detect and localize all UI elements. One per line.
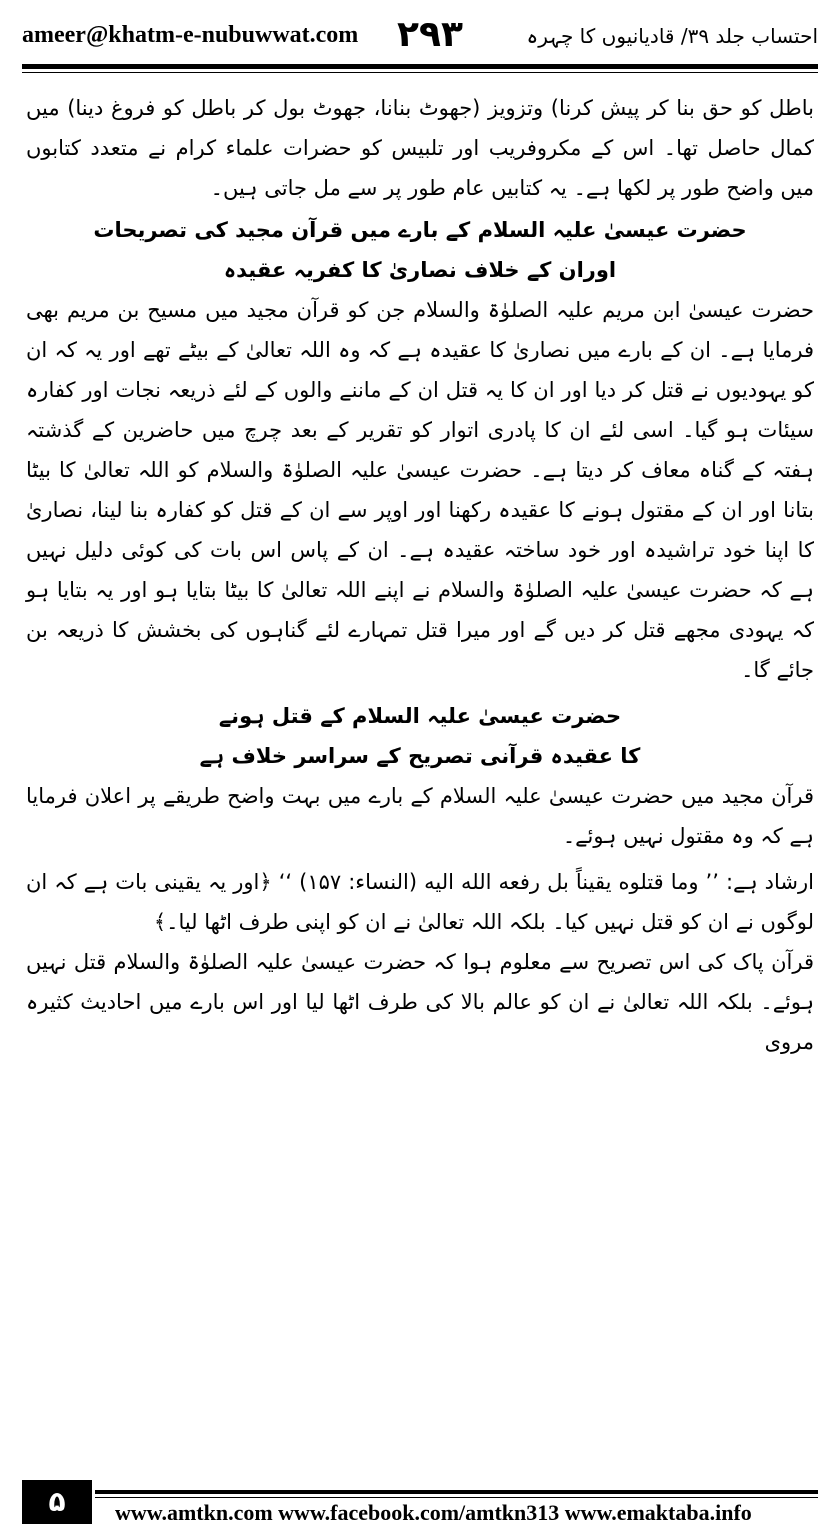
footer-divider [95, 1490, 818, 1494]
page-header [22, 14, 818, 58]
header-email[interactable]: ameer@khatm-e-nubuwwat.com [22, 22, 359, 48]
intro-paragraph: باطل کو حق بنا کر پیش کرنا) وتزویز (جھوٹ بنانا، جھوٹ بول کر باطل کو فروغ دینا) میں کمال حاصل تھا۔ اس کے مکروفریب اور تلبیس کو حضرات علماء کرام نے متعدد کتابوں میں واضح طور پر لکھا ہے۔ یہ کتابیں عام طور پر سے مل جاتی ہیں۔ [26, 96, 814, 200]
footer-divider-thin [95, 1497, 818, 1498]
footer-links[interactable]: www.amtkn.com www.facebook.com/amtkn313 www.emaktaba.info [115, 1500, 752, 1525]
header-book-title: احتساب جلد ۳۹/ قادیانیوں کا چہرہ [526, 24, 818, 48]
closing-paragraph: قرآن پاک کی اس تصریح سے معلوم ہوا کہ حضرت عیسیٰ علیہ الصلوٰۃ والسلام قتل نہیں ہوئے۔ بلکہ اللہ تعالیٰ نے ان کو عالم بالا کی طرف اٹھا لیا اور اس بارے میں احادیث کثیرہ مروی [26, 950, 814, 1054]
header-divider [22, 64, 818, 69]
header-page-number: ۲۹۳ [397, 14, 463, 55]
section-heading-2-line-2: کا عقیدہ قرآنی تصریح کے سراسر خلاف ہے [199, 744, 641, 768]
header-divider-thin [22, 72, 818, 73]
quran-paragraph: قرآن مجید میں حضرت عیسیٰ علیہ السلام کے بارے میں بہت واضح طریقے پر اعلان فرمایا ہے کہ وہ مقتول نہیں ہوئے۔ [26, 784, 814, 848]
section-heading-2-line-1: حضرت عیسیٰ علیہ السلام کے قتل ہونے [218, 704, 622, 728]
main-paragraph: حضرت عیسیٰ ابن مریم علیہ الصلوٰۃ والسلام جن کو قرآن مجید میں مسیح بن مریم بھی فرمایا ہے۔ ان کے بارے میں نصاریٰ کا عقیدہ ہے کہ وہ اللہ تعالیٰ کے بیٹے تھے اور یہ کہ ان کو یہودیوں نے قتل کر دیا اور ان کا یہ قتل ان کے ماننے والوں کے لئے ذریعہ نجات اور کفارہ سیئات ہو گیا۔ اسی لئے ان کا پادری اتوار کو تقریر کے بعد چرچ میں حاضرین کے گذشتہ ہفتہ کے گناہ معاف کر دیتا ہے۔ حضرت عیسیٰ علیہ الصلوٰۃ والسلام کو اللہ تعالیٰ کا بیٹا بتانا اور ان کے مقتول ہونے کا عقیدہ رکھنا اور اوپر سے ان کے قتل کو کفارہ بنا لینا، نصاریٰ کا اپنا خود تراشیدہ اور خود ساختہ عقیدہ ہے۔ ان کے پاس اس بات کی کوئی دلیل نہیں ہے کہ حضرت عیسیٰ علیہ الصلوٰۃ والسلام نے اپنے اللہ تعالیٰ کا بیٹا بتایا ہو اور یہ بتایا ہو کہ یہودی مجھے قتل کر دیں گے اور میرا قتل تمہارے لئے گناہوں کی بخشش کا ذریعہ بن جائے گا۔ [26, 298, 814, 682]
page-content [26, 88, 814, 1062]
footer-page-box: ۵ [22, 1480, 92, 1524]
section-heading-1-line-1: حضرت عیسیٰ علیہ السلام کے بارے میں قرآن مجید کی تصریحات [93, 218, 747, 242]
irshad-paragraph: ارشاد ہے: ’’ وما قتلوه يقيناً بل رفعه الله اليه (النساء: ۱۵۷) ‘‘ ﴿اور یہ یقینی بات ہے کہ ان لوگوں نے ان کو قتل نہیں کیا۔ بلکہ اللہ تعالیٰ نے ان کو اپنی طرف اٹھا لیا۔﴾ [26, 870, 814, 934]
section-heading-1-line-2: اوران کے خلاف نصاریٰ کا کفریہ عقیدہ [223, 258, 617, 282]
